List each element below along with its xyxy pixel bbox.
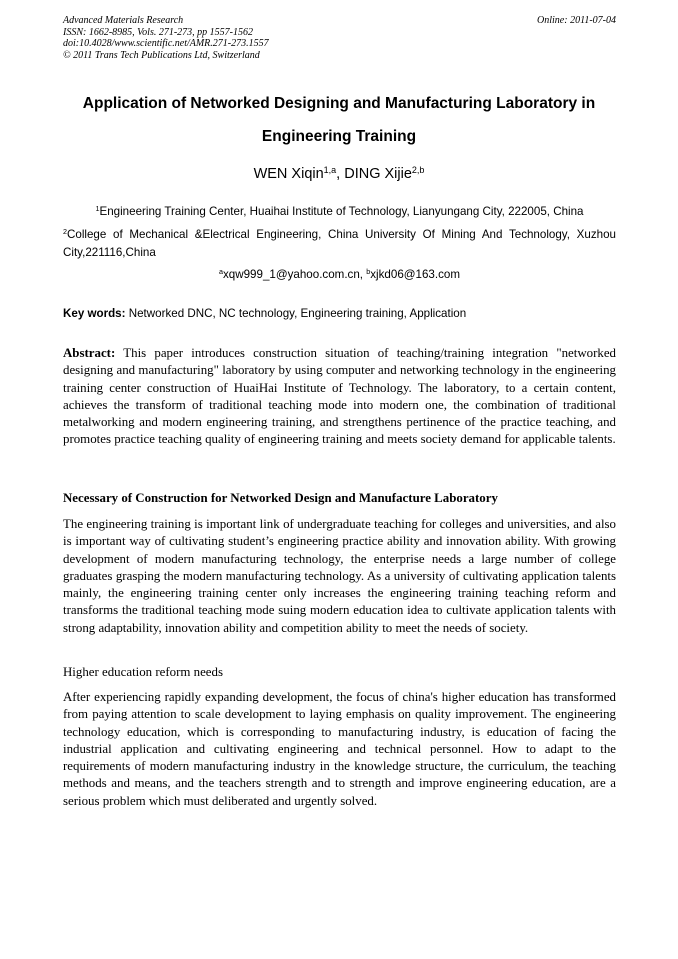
email-a[interactable]: xqw999_1@yahoo.com.cn bbox=[222, 268, 360, 281]
keywords bbox=[63, 307, 616, 320]
author-1-name: WEN Xiqin bbox=[253, 166, 324, 182]
title-line-1: Application of Networked Designing and Manufacturing Laboratory in bbox=[82, 95, 596, 112]
title-line-2: Engineering Training bbox=[261, 128, 417, 145]
affiliation-2-sup: 2 bbox=[63, 227, 67, 237]
email-a-sup: a bbox=[218, 267, 223, 277]
affiliation-2 bbox=[63, 226, 616, 262]
journal-header bbox=[63, 15, 616, 61]
abstract bbox=[63, 345, 616, 449]
email-b[interactable]: xjkd06@163.com bbox=[370, 268, 460, 281]
affiliation-1-text: Engineering Training Center, Huaihai Institute of Technology, Lianyungang City, 222005, China bbox=[99, 205, 584, 218]
email-separator: , bbox=[359, 268, 367, 281]
journal-name: Advanced Materials Research bbox=[63, 15, 184, 26]
abstract-text: This paper introduces construction situation of teaching/training integration "networked designing and manufacturing" laboratory by using computer and networking technology in the engineering training center construction of HuaiHai Institute of Technology. The laboratory, to a certain content, achieves the transform of traditional teaching mode into modern one, the combination of traditional metalworking and modern engineering training, and strengthens pertinence of the practice teaching, and promotes practice teaching quality of engineering training and meets society demand for applicable talents. bbox=[63, 346, 616, 447]
section-2-paragraph: After experiencing rapidly expanding development, the focus of china's higher education has transformed from paying attention to scale development to laying emphasis on quality improvement. The engineering technology education, which is corresponding to manufacturing industry, is education of facing the industrial application and cultivating engineering and technical personnel. How to adapt to the requirements of modern manufacturing industry in the knowledge structure, the curriculum, the teaching methods and means, and the teachers strength and to strength and improve engineering education, are a serious problem which must deliberated and urgently solved. bbox=[63, 690, 616, 808]
paper-title bbox=[40, 87, 638, 153]
email-b-sup: b bbox=[366, 267, 371, 277]
journal-doi: doi:10.4028/www.scientific.net/AMR.271-273.1557 bbox=[63, 38, 269, 49]
affiliation-1-sup: 1 bbox=[95, 204, 100, 214]
keywords-label: Key words: bbox=[63, 307, 126, 320]
affiliation-1 bbox=[63, 203, 616, 221]
author-2-sup: 2,b bbox=[411, 165, 425, 176]
author-separator: , bbox=[336, 166, 345, 182]
author-1-sup: 1,a bbox=[323, 165, 337, 176]
section-1-paragraph: The engineering training is important link of undergraduate teaching for colleges and universities, and also is important way of cultivating student’s engineering practice ability and innovation ability. With growing development of modern manufacturing technology, the enterprise needs a large number of college graduates grasping the modern manufacturing technology. As a university of cultivating application talents mainly, the engineering training center only increases the engineering training teaching reform and transforms the traditional teaching mode suing modern education idea to cultivate application talents with strong adaptability, innovation ability and competition ability to meet the needs of society. bbox=[63, 517, 616, 635]
author-emails bbox=[63, 268, 616, 281]
journal-issn: ISSN: 1662-8985, Vols. 271-273, pp 1557-1562 bbox=[63, 26, 253, 38]
abstract-label: Abstract: bbox=[63, 346, 116, 360]
section-1-heading: Necessary of Construction for Networked Design and Manufacture Laboratory bbox=[63, 491, 498, 505]
author-2-name: DING Xijie bbox=[344, 166, 412, 182]
journal-copyright: © 2011 Trans Tech Publications Ltd, Switzerland bbox=[63, 49, 260, 61]
affiliation-2-text: College of Mechanical &Electrical Engineering, China University Of Mining And Technology, Xuzhou City,221116,China bbox=[63, 228, 616, 259]
keywords-text: Networked DNC, NC technology, Engineering training, Application bbox=[125, 307, 467, 320]
section-2-heading: Higher education reform needs bbox=[63, 665, 223, 679]
author-list bbox=[40, 166, 638, 182]
online-date: Online: 2011-07-04 bbox=[537, 15, 616, 26]
